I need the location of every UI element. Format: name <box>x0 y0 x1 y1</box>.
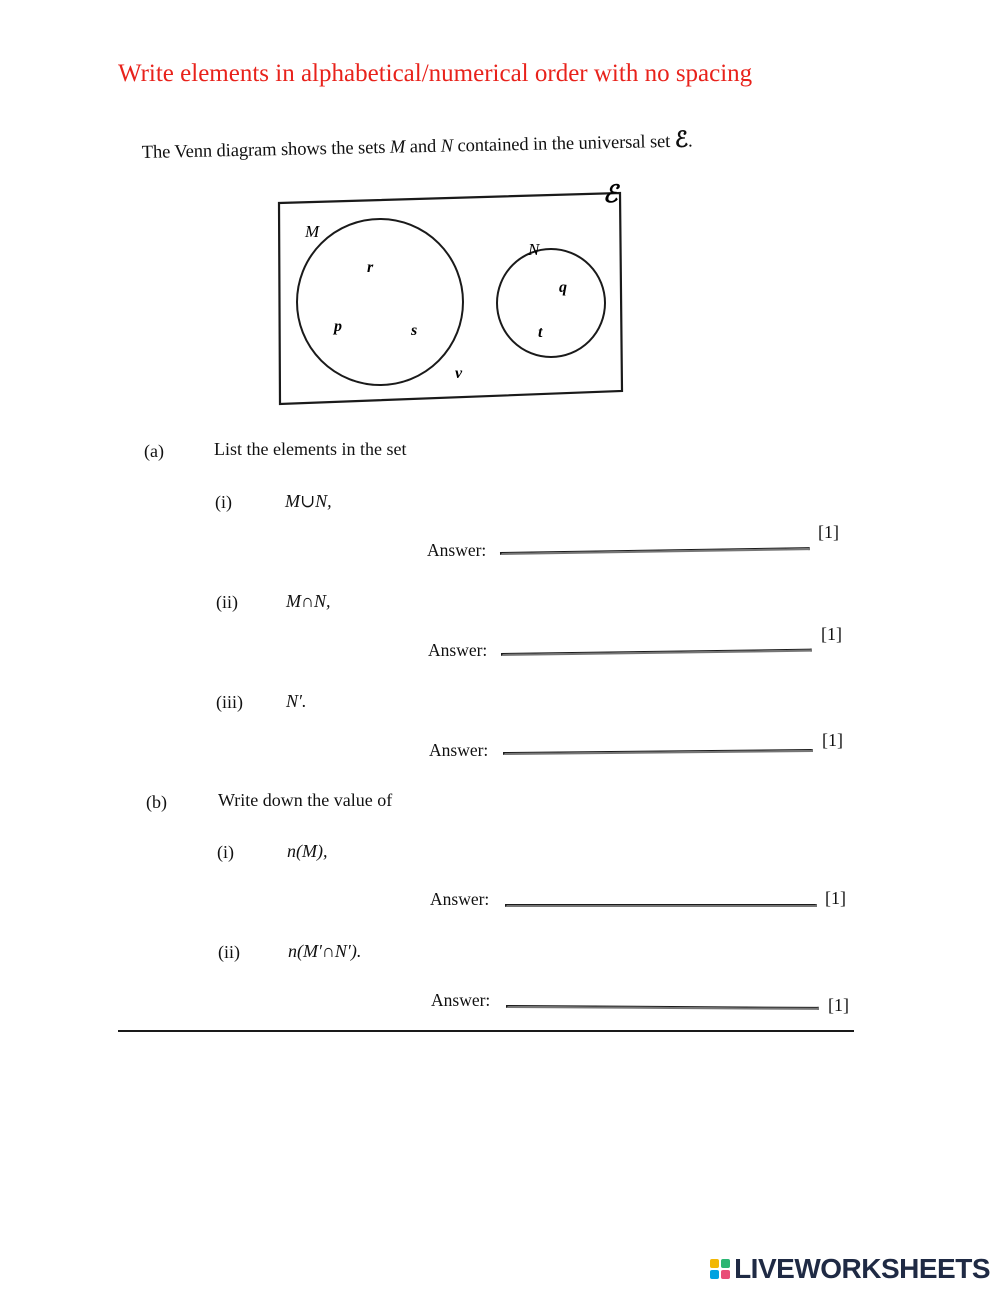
intro-sentence <box>141 125 781 164</box>
instruction-text: Write elements in alphabetical/numerical order with no spacing <box>118 60 753 87</box>
logo-text: LIVEWORKSHEETS <box>734 1253 990 1284</box>
answer-a-ii-label: Answer: <box>428 640 488 660</box>
intro-set-n: N <box>440 136 454 157</box>
universal-set-label: ℰ <box>603 182 618 208</box>
intro-text-after: contained in the universal set <box>452 131 675 157</box>
element-r: r <box>367 259 374 276</box>
set-m-circle <box>297 219 463 385</box>
answer-b-ii-input[interactable] <box>506 1005 819 1010</box>
answer-a-ii-input[interactable] <box>501 649 812 656</box>
intro-text-before: The Venn diagram shows the sets <box>141 137 391 164</box>
mark-a-ii: [1] <box>821 624 842 644</box>
part-b-label: (b) <box>146 792 167 812</box>
venn-diagram-svg <box>270 180 630 410</box>
logo-square-4 <box>721 1270 730 1279</box>
part-b-i-expression: n(M), <box>287 841 328 861</box>
universal-set-rectangle <box>279 193 622 404</box>
liveworksheets-logo[interactable] <box>710 1253 990 1285</box>
venn-diagram <box>270 180 630 415</box>
intro-set-m: M <box>389 137 406 158</box>
part-a-label: (a) <box>144 441 164 461</box>
part-a-prompt: List the elements in the set <box>214 439 407 459</box>
part-a-ii-expression: M∩N, <box>286 591 331 611</box>
logo-square-3 <box>710 1270 719 1279</box>
intro-text-and: and <box>405 136 441 158</box>
part-b-i-number: (i) <box>217 842 234 862</box>
mark-a-iii: [1] <box>822 730 843 750</box>
intro-end: . <box>687 131 693 152</box>
mark-b-ii: [1] <box>828 995 849 1015</box>
mark-a-i: [1] <box>818 522 839 542</box>
answer-a-i-label: Answer: <box>427 540 487 560</box>
part-b-ii-expression: n(M′∩N′). <box>288 941 362 961</box>
part-a-iii-number: (iii) <box>216 692 243 712</box>
part-a-ii-number: (ii) <box>216 592 238 612</box>
answer-b-ii-label: Answer: <box>431 990 491 1010</box>
part-a-iii-expression: N′. <box>286 691 307 711</box>
logo-mark-icon <box>710 1259 730 1279</box>
element-t: t <box>538 324 543 341</box>
part-b-prompt: Write down the value of <box>218 790 393 810</box>
answer-a-i-input[interactable] <box>500 547 810 555</box>
intro-universal-symbol: ℰ <box>674 126 689 152</box>
mark-b-i: [1] <box>825 888 846 908</box>
part-b-ii-number: (ii) <box>218 942 240 962</box>
answer-a-iii-label: Answer: <box>429 740 489 760</box>
element-v: v <box>455 365 463 382</box>
element-q: q <box>559 279 567 296</box>
element-s: s <box>411 322 418 339</box>
set-m-label: M <box>305 222 320 241</box>
set-n-circle <box>497 249 605 357</box>
part-a-i-number: (i) <box>215 492 232 512</box>
logo-square-2 <box>721 1259 730 1268</box>
set-n-label: N <box>528 240 540 259</box>
answer-a-iii-input[interactable] <box>503 749 813 755</box>
element-p: p <box>334 318 342 335</box>
bottom-divider <box>118 1030 854 1032</box>
answer-b-i-label: Answer: <box>430 889 490 909</box>
part-a-i-expression: M∪N, <box>285 491 332 511</box>
answer-b-i-input[interactable] <box>505 904 817 907</box>
logo-square-1 <box>710 1259 719 1268</box>
